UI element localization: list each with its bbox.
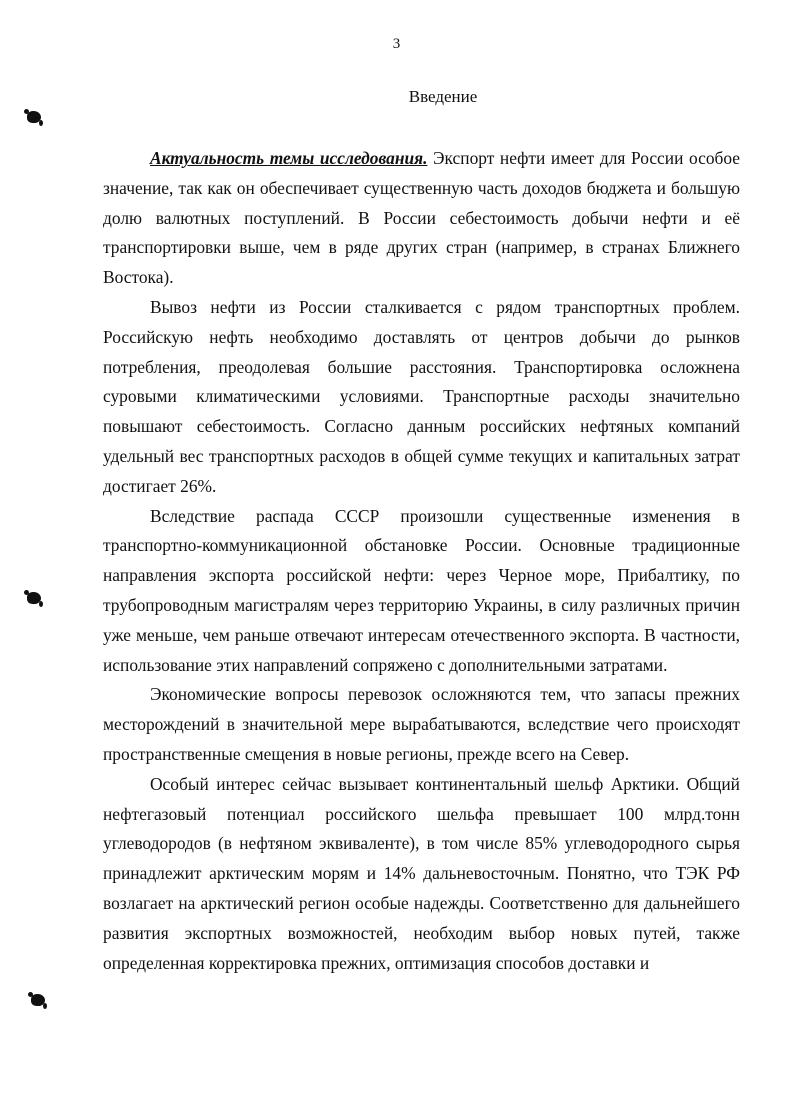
section-heading: Введение [408,87,478,106]
relevance-lead: Актуальность темы исследования. [150,148,428,168]
paragraph-economic-questions: Экономические вопросы перевозок осложняются тем, что запасы прежних месторождений в значительной мере вырабатываются, вследствие чего происходят пространственные смещения в новые регионы, прежде всего на Север. [103,684,740,764]
paragraph-ussr-collapse: Вследствие распада СССР произошли существенные изменения в транспортно-коммуникационной обстановке России. Основные традиционные направления экспорта российской нефти: через Черное море, Прибалтику, по трубопроводным магистралям через территорию Украины, в силу различных причин уже меньше, чем раньше отвечают интересам отечественного экспорта. В частности, использование этих направлений сопряжено с дополнительными затратами. [103,505,740,675]
body-text [103,144,740,978]
paragraph-relevance [103,144,740,293]
paragraph-transport-problems: Вывоз нефти из России сталкивается с рядом транспортных проблем. Российскую нефть необходимо доставлять от центров добычи до рынков потребления, преодолевая большие расстояния. Транспортировка осложнена суровыми климатическими условиями. Транспортные расходы значительно повышают себестоимость. Согласно данным российских нефтяных компаний удельный вес транспортных расходов в общей сумме текущих и капитальных затрат достигает 26%. [103,296,740,496]
page-number: 3 [392,36,401,52]
paragraph-arctic-shelf: Особый интерес сейчас вызывает континентальный шельф Арктики. Общий нефтегазовый потенциал российского шельфа превышает 100 млрд.тонн углеводородов (в нефтяном эквиваленте), в том числе 85% углеводородного сырья принадлежит арктическим морям и 14% дальневосточным. Понятно, что ТЭК РФ возлагает на арктический регион особые надежды. Соответственно для дальнейшего развития экспортных возможностей, необходим выбор новых путей, также определенная корректировка прежних, оптимизация способов доставки и [103,773,740,973]
ink-blot-mark [31,994,45,1006]
ink-blot-mark [27,592,41,604]
ink-blot-mark [27,111,41,123]
relevance-text: Экспорт нефти имеет для России особое значение, так как он обеспечивает существенную часть доходов бюджета и большую долю валютных поступлений. В России себестоимость добычи нефти и её транспортировки выше, чем в ряде других стран (например, в странах Ближнего Востока). [103,148,740,288]
